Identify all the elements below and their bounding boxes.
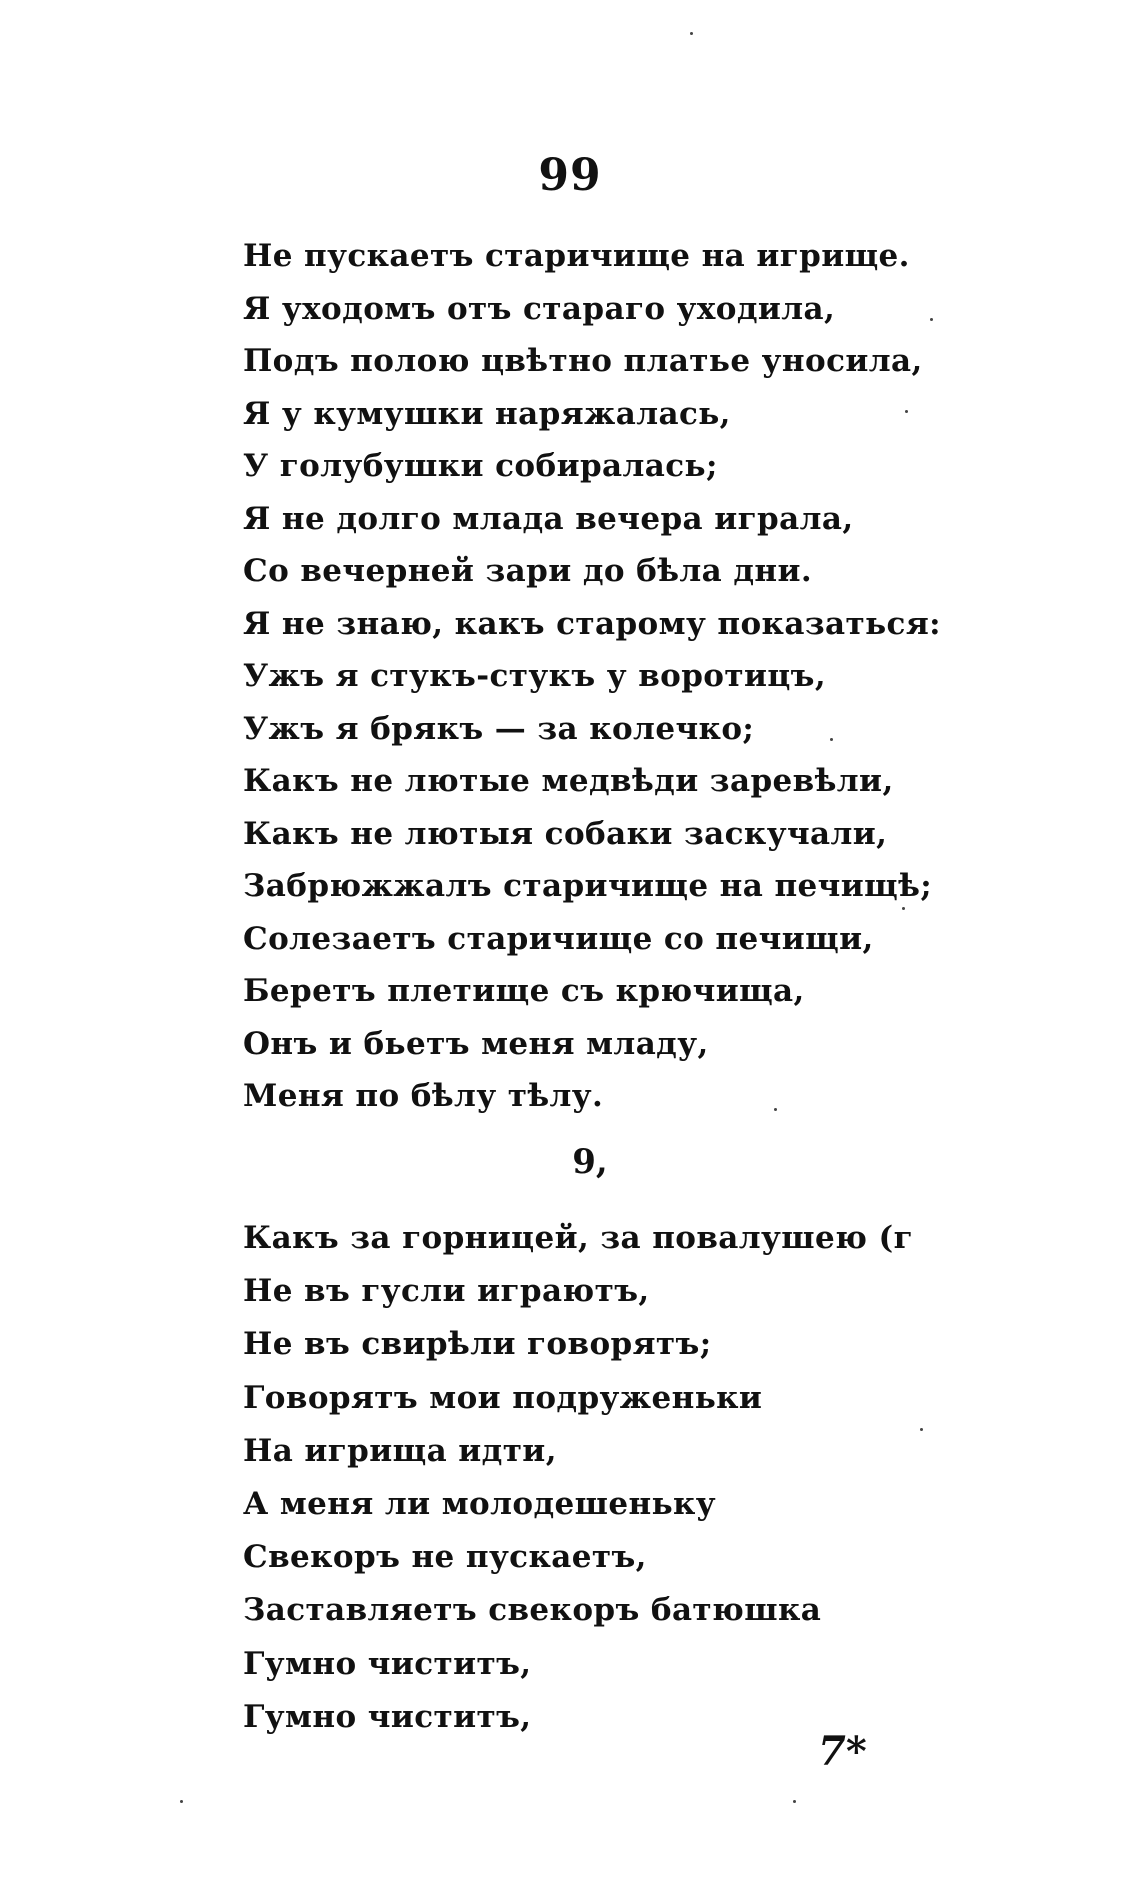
scan-speck xyxy=(902,907,905,910)
verse-line: Я уходомъ отъ стараго уходила, xyxy=(243,290,836,327)
scan-speck xyxy=(905,410,908,413)
scan-speck xyxy=(690,32,693,35)
verse-line: Подъ полою цвѣтно платье уносила, xyxy=(243,343,923,379)
scan-speck xyxy=(920,1428,923,1431)
verse-line: Свекоръ не пускаетъ, xyxy=(243,1539,647,1576)
scan-speck xyxy=(180,1800,183,1803)
verse-line: Гумно чиститъ, xyxy=(243,1645,532,1682)
verse-line: Не пускаетъ старичище на игрище. xyxy=(243,238,910,274)
verse-line: Какъ за горницей, за повалушею (г xyxy=(243,1220,913,1256)
scan-speck xyxy=(774,1108,777,1111)
stanza-2 xyxy=(243,1212,1083,1744)
verse-line: Солезаетъ старичище со печищи, xyxy=(243,920,874,957)
verse-line: Ужъ я брякъ — за колечко; xyxy=(243,710,755,747)
verse-line: Онъ и бьетъ меня младу, xyxy=(243,1025,709,1062)
verse-line: Я у кумушки наряжалась, xyxy=(243,395,731,432)
verse-line: Я не знаю, какъ старому показаться: xyxy=(243,605,941,642)
verse-line: Беретъ плетище съ крючища, xyxy=(243,973,805,1009)
verse-line: На игрища идти, xyxy=(243,1432,557,1469)
verse-line: Со вечерней зари до бѣла дни. xyxy=(243,553,813,589)
verse-line: Какъ не лютые медвѣди заревѣли, xyxy=(243,763,894,799)
verse-line: У голубушки собиралась; xyxy=(243,448,718,484)
signature-mark: 7* xyxy=(818,1728,867,1775)
verse-line: Меня по бѣлу тѣлу. xyxy=(243,1078,604,1114)
verse-line: Говорятъ мои подруженьки xyxy=(243,1379,763,1416)
verse-line: Не въ свирѣли говорятъ; xyxy=(243,1326,712,1363)
verse-line: Заставляетъ свекоръ батюшка xyxy=(243,1592,822,1629)
verse-line: Я не долго млада вечера играла, xyxy=(243,500,854,537)
scan-speck xyxy=(830,738,833,741)
page-number: 99 xyxy=(538,150,602,201)
verse-line: Какъ не лютыя собаки заскучали, xyxy=(243,815,888,852)
scan-speck xyxy=(930,318,933,321)
verse-line: А меня ли молодешеньку xyxy=(243,1485,717,1522)
verse-line: Гумно чиститъ, xyxy=(243,1698,532,1735)
verse-line: Не въ гусли играютъ, xyxy=(243,1273,650,1310)
stanza-1 xyxy=(243,230,1083,1123)
scan-speck xyxy=(793,1800,796,1803)
verse-line: Забрюжжалъ старичище на печищѣ; xyxy=(243,868,933,904)
verse-line: Ужъ я стукъ-стукъ у воротицъ, xyxy=(243,658,827,694)
section-number: 9, xyxy=(572,1142,608,1182)
